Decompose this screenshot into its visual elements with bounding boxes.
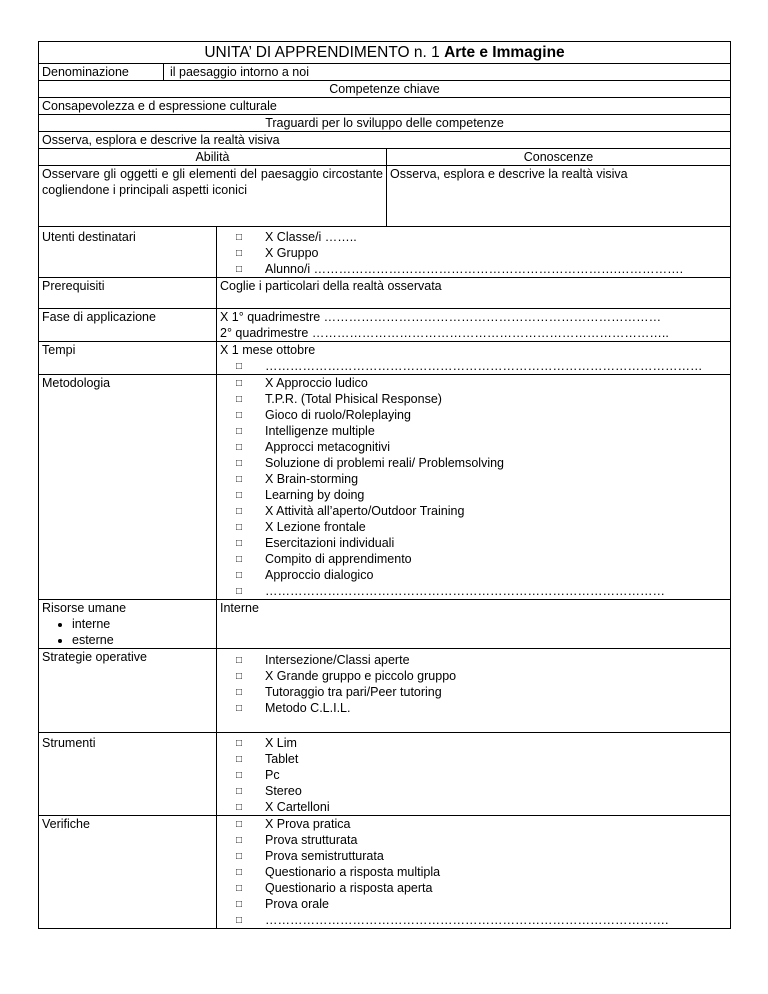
utenti-label: Utenti destinatari: [39, 227, 217, 278]
checkbox-icon: □: [236, 264, 243, 275]
checkbox-icon: □: [236, 867, 243, 878]
list-item-text: X Attività all’aperto/Outdoor Training: [265, 504, 465, 518]
checkbox-icon: □: [236, 586, 243, 597]
list-item-text: Alunno/i ……………………………………………………………….…………….: [265, 262, 684, 276]
checkbox-icon: □: [236, 671, 243, 682]
list-item: [220, 261, 727, 277]
metodologia-list: [220, 375, 727, 599]
list-item-text: X Grande gruppo e piccolo gruppo: [265, 669, 457, 683]
checkbox-icon: □: [236, 554, 243, 565]
tempi-value: X 1 mese ottobre: [220, 343, 316, 357]
checkbox-icon: □: [236, 394, 243, 405]
list-item: [220, 751, 727, 767]
list-item: [220, 848, 727, 864]
title-subject: Arte e Immagine: [444, 44, 565, 61]
checkbox-icon: □: [236, 899, 243, 910]
list-item-text: X Brain-storming: [265, 472, 359, 486]
list-item-text: X Cartelloni: [265, 800, 330, 814]
list-item: [220, 391, 727, 407]
verifiche-label: Verifiche: [39, 816, 217, 929]
list-item-text: Gioco di ruolo/Roleplaying: [265, 408, 411, 422]
list-item: [220, 535, 727, 551]
list-item: [220, 229, 727, 245]
list-item-text: X Lim: [265, 736, 297, 750]
strumenti-label: Strumenti: [39, 733, 217, 816]
list-item-text: Tablet: [265, 752, 299, 766]
prerequisiti-value: Coglie i particolari della realtà osservata: [217, 278, 731, 309]
checkbox-icon: □: [236, 770, 243, 781]
checkbox-icon: □: [236, 687, 243, 698]
risorse-sublist: [42, 616, 213, 648]
denominazione-label: Denominazione: [39, 64, 164, 81]
document-title: [39, 42, 731, 64]
list-item: [220, 799, 727, 815]
risorse-cell: [39, 600, 217, 649]
utenti-list: [220, 229, 727, 277]
checkbox-icon: □: [236, 570, 243, 581]
tempi-list: [220, 358, 727, 374]
checkbox-icon: □: [236, 835, 243, 846]
list-item: [220, 668, 727, 684]
checkbox-icon: □: [236, 442, 243, 453]
list-item-text: Approccio dialogico: [265, 568, 374, 582]
list-item-text: Soluzione di problemi reali/ Problemsolving: [265, 456, 505, 470]
list-item: [220, 455, 727, 471]
checkbox-icon: □: [236, 819, 243, 830]
risorse-label: Risorse umane: [42, 601, 127, 615]
list-item: [220, 439, 727, 455]
checkbox-icon: □: [236, 410, 243, 421]
prerequisiti-label: Prerequisiti: [39, 278, 217, 309]
list-item-text: Approcci metacognitivi: [265, 440, 391, 454]
list-item-text: X Lezione frontale: [265, 520, 366, 534]
checkbox-icon: □: [236, 458, 243, 469]
list-item: [220, 487, 727, 503]
denominazione-value: il paesaggio intorno a noi: [164, 64, 731, 81]
list-item-text: T.P.R. (Total Phisical Response): [265, 392, 442, 406]
list-item-text: Questionario a risposta aperta: [265, 881, 433, 895]
list-item: [220, 880, 727, 896]
tempi-cell: [217, 342, 731, 375]
conoscenze-heading: Conoscenze: [387, 149, 731, 166]
traguardi-heading: Traguardi per lo sviluppo delle competenze: [39, 115, 731, 132]
checkbox-icon: □: [236, 522, 243, 533]
fase-line-2: 2° quadrimestre …………………………………………………………………………..: [220, 326, 669, 340]
fase-line-1: X 1° quadrimestre ………………………………………………………………………: [220, 310, 662, 324]
checkbox-icon: □: [236, 474, 243, 485]
strumenti-cell: [217, 733, 731, 816]
traguardi-value: Osserva, esplora e descrive la realtà visiva: [39, 132, 731, 149]
list-item: [220, 375, 727, 391]
checkbox-icon: □: [236, 703, 243, 714]
tempi-label: Tempi: [39, 342, 217, 375]
list-item: [220, 912, 727, 928]
list-item-text: ……………………………………………………………………………………: [265, 584, 665, 598]
strategie-list: [220, 652, 727, 716]
list-item: [220, 471, 727, 487]
list-item-text: ……………………………………………………………………………………………: [265, 359, 703, 373]
list-item-text: Pc: [265, 768, 280, 782]
list-item-text: X Prova pratica: [265, 817, 351, 831]
risorse-value: Interne: [217, 600, 731, 649]
checkbox-icon: □: [236, 378, 243, 389]
checkbox-icon: □: [236, 232, 243, 243]
list-item-text: Prova strutturata: [265, 833, 358, 847]
list-item: [220, 652, 727, 668]
list-item-text: Questionario a risposta multipla: [265, 865, 441, 879]
checkbox-icon: □: [236, 738, 243, 749]
list-item-text: Prova orale: [265, 897, 329, 911]
checkbox-icon: □: [236, 851, 243, 862]
list-item: [220, 503, 727, 519]
list-item-text: Metodo C.L.I.L.: [265, 701, 351, 715]
checkbox-icon: □: [236, 786, 243, 797]
abilita-heading: Abilità: [39, 149, 387, 166]
list-item: [220, 832, 727, 848]
document: [38, 41, 731, 929]
list-item: [220, 684, 727, 700]
list-item: [220, 583, 727, 599]
list-item-text: Stereo: [265, 784, 302, 798]
competenze-value: Consapevolezza e d espressione culturale: [39, 98, 731, 115]
list-item: [220, 767, 727, 783]
checkbox-icon: □: [236, 754, 243, 765]
list-item: [220, 700, 727, 716]
risorse-esterne: • esterne: [72, 632, 213, 648]
fase-cell: [217, 309, 731, 342]
list-item-text: Intelligenze multiple: [265, 424, 375, 438]
risorse-interne: • interne: [72, 616, 213, 632]
checkbox-icon: □: [236, 361, 243, 372]
title-prefix: UNITA’ DI APPRENDIMENTO n. 1: [204, 44, 445, 61]
checkbox-icon: □: [236, 490, 243, 501]
checkbox-icon: □: [236, 802, 243, 813]
details-table: [38, 226, 731, 929]
list-item-text: Learning by doing: [265, 488, 365, 502]
checkbox-icon: □: [236, 506, 243, 517]
fase-label: Fase di applicazione: [39, 309, 217, 342]
list-item: [220, 551, 727, 567]
competenze-heading: Competenze chiave: [39, 81, 731, 98]
list-item: [220, 567, 727, 583]
list-item: [220, 423, 727, 439]
abilita-value: Osservare gli oggetti e gli elementi del paesaggio circostante cogliendone i principali aspetti iconici: [39, 166, 387, 227]
checkbox-icon: □: [236, 883, 243, 894]
list-item: [220, 358, 727, 374]
checkbox-icon: □: [236, 538, 243, 549]
list-item-text: Intersezione/Classi aperte: [265, 653, 410, 667]
conoscenze-value: Osserva, esplora e descrive la realtà visiva: [387, 166, 731, 227]
list-item: [220, 519, 727, 535]
strategie-label: Strategie operative: [39, 649, 217, 733]
list-item: [220, 896, 727, 912]
list-item-text: Esercitazioni individuali: [265, 536, 395, 550]
metodologia-cell: [217, 375, 731, 600]
list-item: [220, 864, 727, 880]
header-table: [38, 41, 731, 227]
list-item-text: Compito di apprendimento: [265, 552, 412, 566]
list-item: [220, 735, 727, 751]
metodologia-label: Metodologia: [39, 375, 217, 600]
list-item-text: …………………………………………………………………………………….: [265, 913, 669, 927]
strumenti-list: [220, 735, 727, 815]
list-item: [220, 816, 727, 832]
list-item-text: X Approccio ludico: [265, 376, 368, 390]
list-item-text: X Gruppo: [265, 246, 319, 260]
checkbox-icon: □: [236, 915, 243, 926]
list-item-text: Prova semistrutturata: [265, 849, 384, 863]
list-item: [220, 783, 727, 799]
checkbox-icon: □: [236, 655, 243, 666]
strategie-cell: [217, 649, 731, 733]
checkbox-icon: □: [236, 426, 243, 437]
list-item-text: Tutoraggio tra pari/Peer tutoring: [265, 685, 442, 699]
verifiche-cell: [217, 816, 731, 929]
list-item: [220, 407, 727, 423]
utenti-cell: [217, 227, 731, 278]
verifiche-list: [220, 816, 727, 928]
checkbox-icon: □: [236, 248, 243, 259]
list-item: [220, 245, 727, 261]
list-item-text: X Classe/i ……..: [265, 230, 357, 244]
